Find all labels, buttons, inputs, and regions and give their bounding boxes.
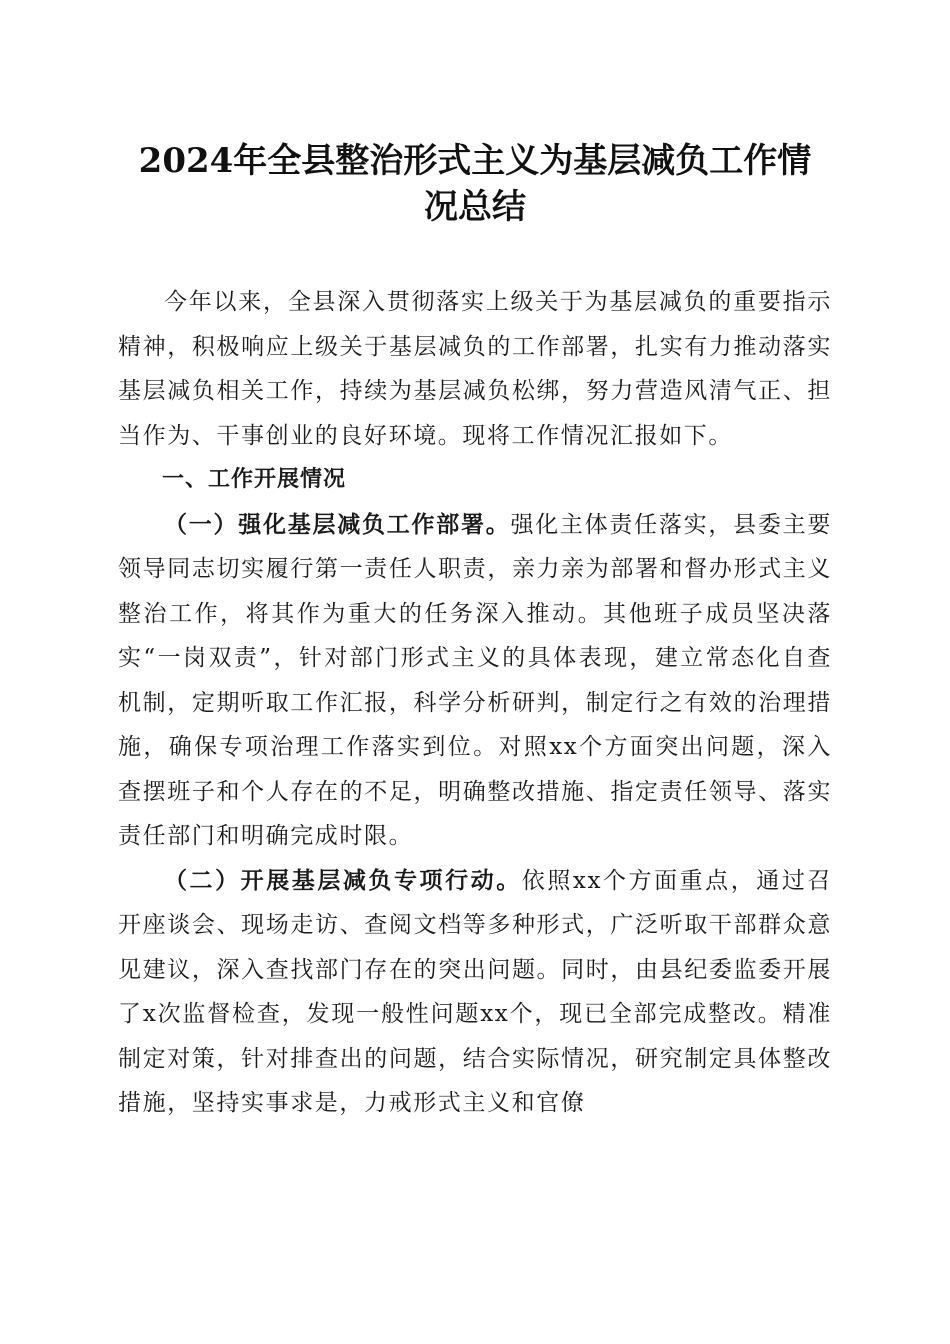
title-line-2: 况总结 [424, 187, 526, 227]
section-heading-1: 一、工作开展情况 [162, 467, 347, 492]
item-2-body: 依照xx个方面重点，通过召开座谈会、现场走访、查阅文档等多种形式，广泛听取干部群众意见建议，深入查找部门存在的突出问题。同时，由县纪委监委开展了x次监督检查，发现一般性问题xx个，现已全部完成整改。精准制定对策，针对排查出的问题，结合实际情况，研究制定具体整改措施，坚持实事求是，力戒形式主义和官僚 [118, 867, 832, 1116]
paragraph-item-2 [118, 859, 832, 1126]
item-1-lead: （一）强化基层减负工作部署。 [164, 511, 511, 538]
item-2-lead: （二）开展基层减负专项行动。 [164, 867, 522, 894]
paragraph-item-1 [118, 503, 832, 859]
title-line-1: 2024年全县整治形式主义为基层减负工作情 [138, 141, 812, 181]
document-title [118, 138, 832, 230]
intro-paragraph: 今年以来，全县深入贯彻落实上级关于为基层减负的重要指示精神，积极响应上级关于基层减负的工作部署，扎实有力推动落实基层减负相关工作，持续为基层减负松绑，努力营造风清气正、担当作为、干事创业的良好环境。现将工作情况汇报如下。 [118, 289, 832, 449]
item-1-body: 强化主体责任落实，县委主要领导同志切实履行第一责任人职责，亲力亲为部署和督办形式主义整治工作，将其作为重大的任务深入推动。其他班子成员坚决落实“一岗双责”，针对部门形式主义的具体表现，建立常态化自查机制，定期听取工作汇报，科学分析研判，制定行之有效的治理措施，确保专项治理工作落实到位。对照xx个方面突出问题，深入查摆班子和个人存在的不足，明确整改措施、指定责任领导、落实责任部门和明确完成时限。 [118, 511, 832, 849]
document-body [118, 280, 832, 1126]
